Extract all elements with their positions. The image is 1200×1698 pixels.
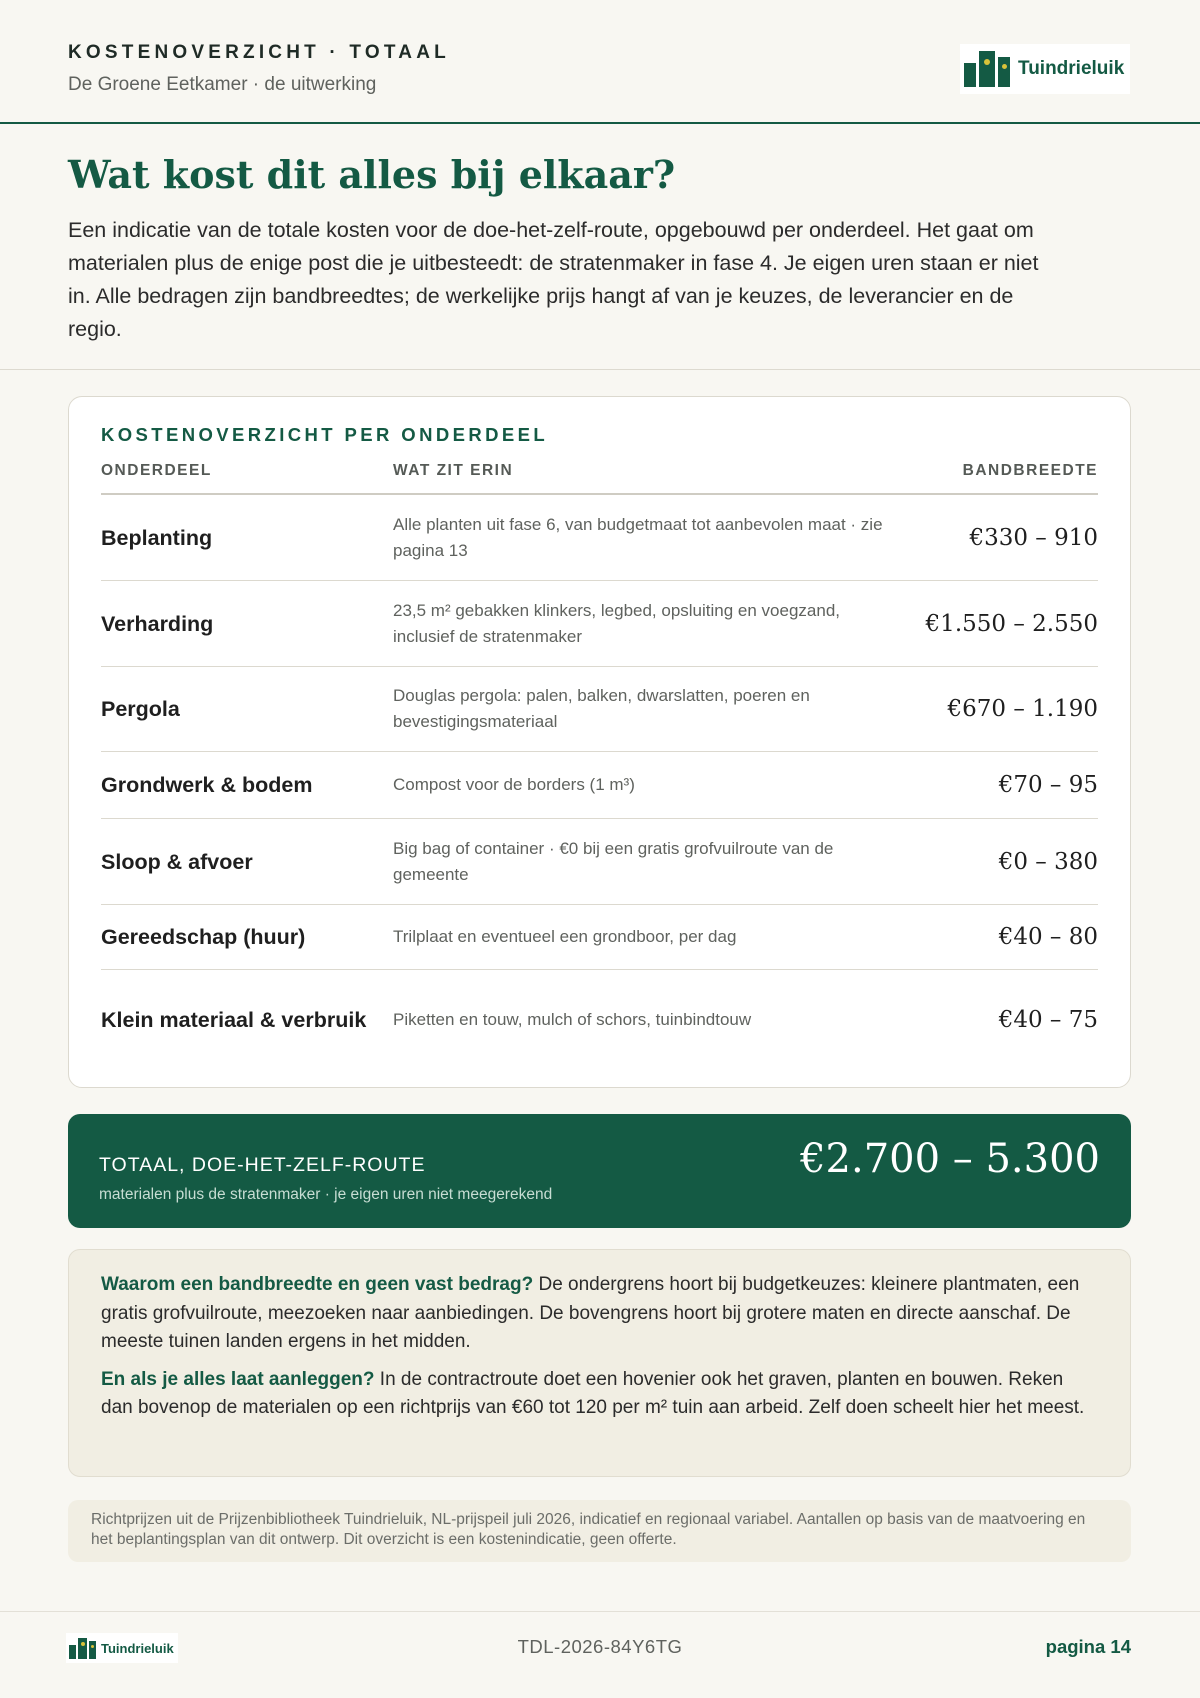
row-range: €670 – 1.190 <box>947 696 1098 722</box>
total-note: materialen plus de stratenmaker · je eigen uren niet meegerekend <box>99 1186 553 1203</box>
document-code: TDL-2026-84Y6TG <box>517 1636 683 1657</box>
row-description: Alle planten uit fase 6, van budgetmaat tot aanbevolen maat · zie pagina 13 <box>393 514 883 560</box>
row-description: Trilplaat en eventueel een grondboor, per dag <box>393 927 737 946</box>
triptych-icon <box>964 51 1010 87</box>
row-range: €0 – 380 <box>998 848 1098 875</box>
total-value: €2.700 – 5.300 <box>800 1136 1100 1182</box>
row-range: €40 – 75 <box>998 1006 1098 1033</box>
explanation-paragraph-range <box>101 1271 1098 1357</box>
table-row <box>101 819 1098 905</box>
row-range: €40 – 80 <box>998 924 1098 950</box>
row-range: €70 – 95 <box>998 772 1098 798</box>
row-name: Pergola <box>101 697 180 721</box>
total-label: TOTAAL, DOE-HET-ZELF-ROUTE <box>99 1154 426 1176</box>
cost-table-card <box>68 396 1131 1088</box>
page-header <box>0 0 1200 124</box>
row-name: Sloop & afvoer <box>101 849 253 874</box>
row-name: Beplanting <box>101 525 213 550</box>
page-number: pagina 14 <box>1045 1636 1131 1657</box>
column-header-inhoud: WAT ZIT ERIN <box>393 462 514 479</box>
intro-paragraph: Een indicatie van de totale kosten voor de doe-het-zelf-route, opgebouwd per onderdeel. Het gaat om materialen plus de enige post die je uitbesteedt: de stratenmaker in fase 4. Je eigen uren staan er niet in. Alle bedragen zijn bandbreedtes; de werkelijke prijs hangt af van je keuzes, de leverancier en de regio. <box>68 218 1039 341</box>
footer-divider <box>0 1611 1200 1612</box>
table-row <box>101 970 1098 1069</box>
header-subtitle: De Groene Eetkamer · de uitwerking <box>68 74 377 95</box>
question-range: Waarom een bandbreedte en geen vast bedrag? <box>101 1274 534 1295</box>
row-description: Piketten en touw, mulch of schors, tuinbindtouw <box>393 1009 752 1029</box>
explanation-paragraph-contract <box>101 1366 1098 1423</box>
table-row <box>101 905 1098 970</box>
table-row <box>101 495 1098 581</box>
total-banner <box>68 1114 1131 1228</box>
divider <box>0 369 1200 370</box>
explanation-box <box>68 1249 1131 1477</box>
answer-contract: In de contractroute doet een hovenier ook het graven, planten en bouwen. Reken dan bovenop de materialen op een richtprijs van €60 tot 120 per m² tuin aan arbeid. Zelf doen scheelt hier het meest. <box>101 1368 1085 1418</box>
row-description: Douglas pergola: palen, balken, dwarslatten, poeren en bevestigingsmateriaal <box>393 686 810 731</box>
cost-rows <box>101 495 1098 1069</box>
footer-brand-name: Tuindrieluik <box>101 1640 174 1656</box>
row-range: €1.550 – 2.550 <box>925 610 1098 637</box>
source-note: Richtprijzen uit de Prijzenbibliotheek Tuindrieluik, NL-prijspeil juli 2026, indicatief en regionaal variabel. Aantallen op basis van de maatvoering en het beplantingsplan van dit ontwerp. Dit overzicht is een kostenindicatie, geen offerte. <box>68 1500 1131 1562</box>
table-row <box>101 581 1098 667</box>
table-title: KOSTENOVERZICHT PER ONDERDEEL <box>101 424 549 445</box>
row-name: Gereedschap (huur) <box>101 925 306 949</box>
row-name: Verharding <box>101 611 214 636</box>
table-row <box>101 667 1098 752</box>
row-description: Compost voor de borders (1 m³) <box>393 775 635 794</box>
table-row <box>101 752 1098 819</box>
brand-logo <box>960 44 1130 94</box>
question-contract: En als je alles laat aanleggen? <box>101 1368 375 1390</box>
row-name: Klein materiaal & verbruik <box>101 1007 367 1032</box>
row-description: 23,5 m² gebakken klinkers, legbed, opsluiting en voegzand, inclusief de stratenmaker <box>393 600 841 646</box>
page-title: Wat kost dit alles bij elkaar? <box>68 152 676 197</box>
column-header-bandbreedte: BANDBREEDTE <box>962 462 1098 479</box>
header-title: KOSTENOVERZICHT · TOTAAL <box>68 42 450 63</box>
column-header-onderdeel: ONDERDEEL <box>101 462 212 479</box>
row-description: Big bag of container · €0 bij een gratis grofvuilroute van de gemeente <box>393 838 834 884</box>
answer-range: De ondergrens hoort bij budgetkeuzes: kleinere plantmaten, een gratis grofvuilroute, meezoeken naar aanbiedingen. De bovengrens hoort bij grotere maten en directe aanschaf. De meeste tuinen landen ergens in het midden. <box>101 1274 1080 1352</box>
row-range: €330 – 910 <box>969 524 1098 551</box>
brand-name: Tuindrieluik <box>1018 58 1125 79</box>
row-name: Grondwerk & bodem <box>101 773 313 797</box>
